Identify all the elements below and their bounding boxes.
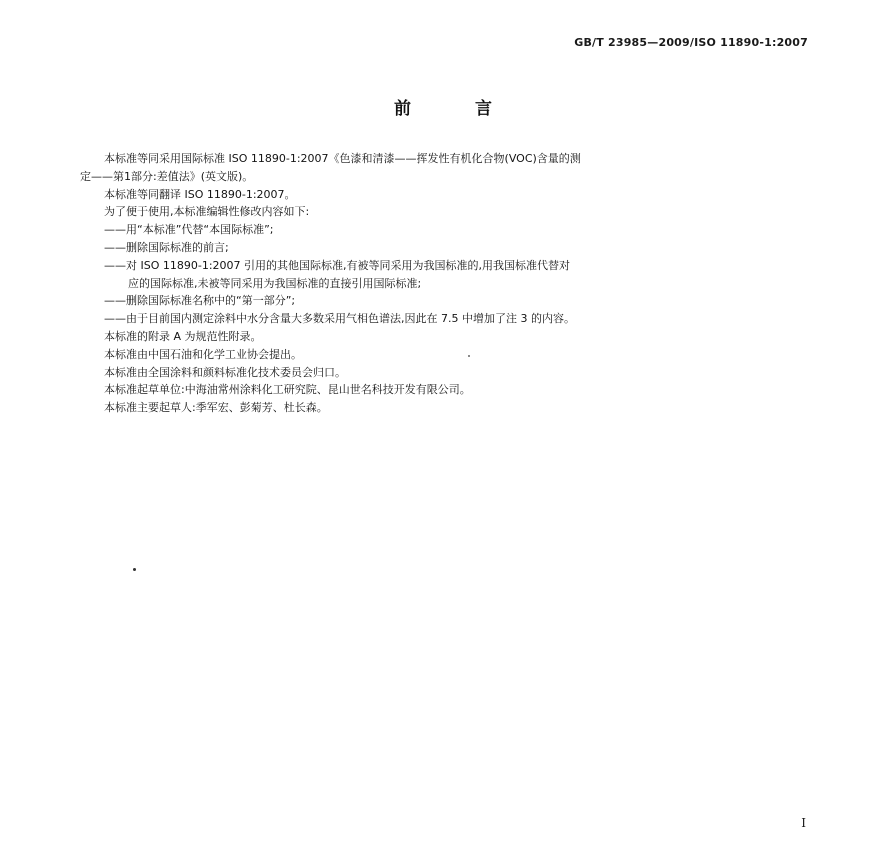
paragraph-drafters: 本标准主要起草人:季军宏、彭菊芳、杜长森。 — [104, 401, 328, 415]
page-title: 前言 — [394, 99, 556, 119]
paragraph-annex: 本标准的附录 A 为规范性附录。 — [104, 329, 262, 343]
list-item: ——删除国际标准的前言; — [104, 240, 229, 254]
scan-speck — [133, 568, 136, 571]
paragraph-committee: 本标准由全国涂料和颜料标准化技术委员会归口。 — [104, 365, 346, 379]
paragraph-edit-intro: 为了便于使用,本标准编辑性修改内容如下: — [104, 205, 310, 219]
foreword-body — [80, 150, 832, 417]
scan-speck — [468, 355, 470, 357]
list-item: ——由于目前国内测定涂料中水分含量大多数采用气相色谱法,因此在 7.5 中增加了注 3 的内容。 — [104, 312, 575, 326]
paragraph-adoption-line1: 本标准等同采用国际标准 ISO 11890-1:2007《色漆和清漆——挥发性有机化合物(VOC)含量的测 — [104, 152, 581, 165]
list-item: ——对 ISO 11890-1:2007 引用的其他国际标准,有被等同采用为我国标准的,用我国标准代替对 — [104, 258, 571, 272]
list-item-continuation: 应的国际标准,未被等同采用为我国标准的直接引用国际标准; — [128, 276, 422, 290]
paragraph-proposer: 本标准由中国石油和化学工业协会提出。 — [104, 347, 302, 361]
page-number: I — [801, 816, 806, 830]
paragraph-adoption-line2: 定——第1部分:差值法》(英文版)。 — [80, 169, 254, 183]
list-item: ——用“本标准”代替“本国际标准”; — [104, 223, 274, 237]
paragraph-drafting-units: 本标准起草单位:中海油常州涂料化工研究院、昆山世名科技开发有限公司。 — [104, 383, 471, 397]
standard-code: GB/T 23985—2009/ISO 11890-1:2007 — [574, 36, 808, 49]
paragraph-translation: 本标准等同翻译 ISO 11890-1:2007。 — [104, 187, 296, 201]
list-item: ——删除国际标准名称中的“第一部分”; — [104, 294, 296, 308]
